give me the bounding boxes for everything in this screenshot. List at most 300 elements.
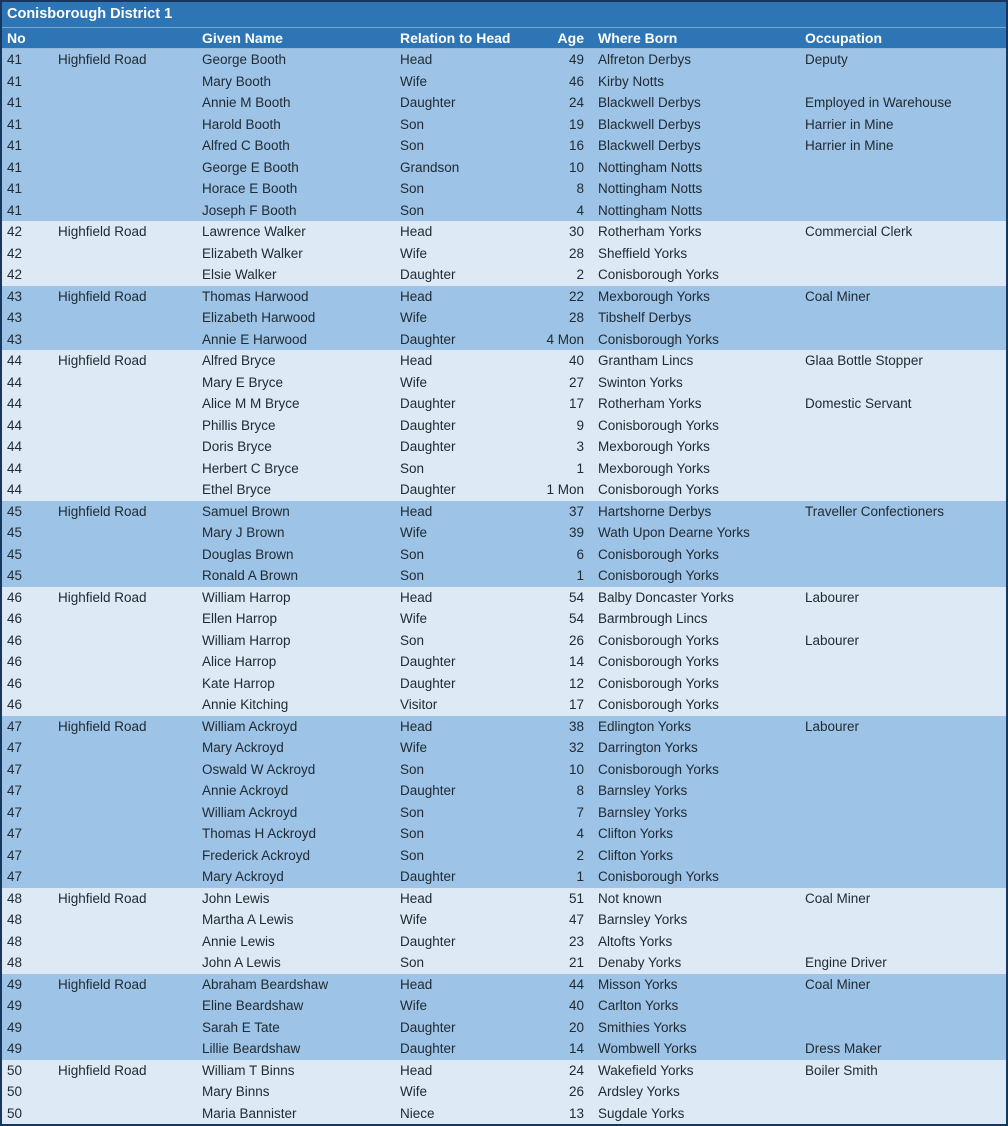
table-row <box>2 866 1006 888</box>
cell-where-born[interactable]: Denaby Yorks <box>598 955 682 971</box>
cell-where-born[interactable]: Nottingham Notts <box>598 159 703 175</box>
cell-age[interactable]: 12 <box>568 675 584 691</box>
table-row <box>2 92 1006 114</box>
cell-relation[interactable]: Son <box>400 632 425 648</box>
cell-no[interactable]: 46 <box>7 654 23 670</box>
cell-relation[interactable]: Head <box>400 52 433 68</box>
cell-address[interactable]: Highfield Road <box>58 52 147 68</box>
cell-given-name[interactable]: Lawrence Walker <box>202 224 306 240</box>
cell-where-born[interactable]: Conisborough Yorks <box>598 675 719 691</box>
cell-given-name[interactable]: Eline Beardshaw <box>202 998 304 1014</box>
cell-no[interactable]: 48 <box>7 890 23 906</box>
cell-address[interactable]: Highfield Road <box>58 353 147 369</box>
cell-where-born[interactable]: Swinton Yorks <box>598 374 683 390</box>
cell-occupation[interactable]: Harrier in Mine <box>805 116 894 132</box>
cell-occupation[interactable]: Deputy <box>805 52 848 68</box>
cell-no[interactable]: 46 <box>7 611 23 627</box>
cell-given-name[interactable]: Martha A Lewis <box>202 912 294 928</box>
cell-where-born[interactable]: Conisborough Yorks <box>598 869 719 885</box>
cell-no[interactable]: 44 <box>7 353 23 369</box>
cell-relation[interactable]: Wife <box>400 73 427 89</box>
cell-occupation[interactable]: Coal Miner <box>805 976 871 992</box>
cell-age[interactable]: 54 <box>568 611 584 627</box>
table-row <box>2 780 1006 802</box>
cell-relation[interactable]: Head <box>400 503 433 519</box>
cell-relation[interactable]: Son <box>400 116 425 132</box>
cell-age[interactable]: 7 <box>576 804 584 820</box>
cell-given-name[interactable]: John A Lewis <box>202 955 281 971</box>
cell-given-name[interactable]: Douglas Brown <box>202 546 294 562</box>
cell-where-born[interactable]: Conisborough Yorks <box>598 417 719 433</box>
cell-where-born[interactable]: Nottingham Notts <box>598 181 703 197</box>
cell-relation[interactable]: Daughter <box>400 654 456 670</box>
cell-age[interactable]: 13 <box>568 1105 584 1121</box>
cell-age[interactable]: 32 <box>568 740 584 756</box>
cell-no[interactable]: 44 <box>7 396 23 412</box>
cell-no[interactable]: 42 <box>7 267 23 283</box>
cell-where-born[interactable]: Conisborough Yorks <box>598 568 719 584</box>
cell-age[interactable]: 2 <box>576 267 584 283</box>
cell-age[interactable]: 22 <box>568 288 584 304</box>
cell-age[interactable]: 10 <box>568 761 584 777</box>
cell-age[interactable]: 54 <box>568 589 584 605</box>
cell-relation[interactable]: Wife <box>400 1084 427 1100</box>
cell-no[interactable]: 47 <box>7 740 23 756</box>
cell-no[interactable]: 47 <box>7 761 23 777</box>
cell-given-name[interactable]: Mary J Brown <box>202 525 285 541</box>
cell-given-name[interactable]: William Harrop <box>202 589 291 605</box>
col-header-relation[interactable]: Relation to Head <box>400 30 511 46</box>
cell-occupation[interactable]: Labourer <box>805 718 860 734</box>
cell-given-name[interactable]: Mary Binns <box>202 1084 270 1100</box>
cell-given-name[interactable]: Oswald W Ackroyd <box>202 761 316 777</box>
cell-occupation[interactable]: Harrier in Mine <box>805 138 894 154</box>
cell-age[interactable]: 14 <box>568 654 584 670</box>
cell-relation[interactable]: Daughter <box>400 933 456 949</box>
cell-where-born[interactable]: Nottingham Notts <box>598 202 703 218</box>
cell-where-born[interactable]: Wakefield Yorks <box>598 1062 694 1078</box>
cell-no[interactable]: 43 <box>7 288 23 304</box>
cell-no[interactable]: 44 <box>7 439 23 455</box>
cell-given-name[interactable]: George E Booth <box>202 159 299 175</box>
cell-given-name[interactable]: Elizabeth Harwood <box>202 310 316 326</box>
cell-occupation[interactable]: Traveller Confectioners <box>805 503 945 519</box>
cell-relation[interactable]: Daughter <box>400 482 456 498</box>
cell-relation[interactable]: Son <box>400 568 425 584</box>
cell-given-name[interactable]: Ronald A Brown <box>202 568 299 584</box>
cell-no[interactable]: 48 <box>7 933 23 949</box>
cell-relation[interactable]: Wife <box>400 998 427 1014</box>
cell-no[interactable]: 45 <box>7 568 23 584</box>
table-row <box>2 501 1006 523</box>
cell-occupation[interactable]: Boiler Smith <box>805 1062 878 1078</box>
cell-where-born[interactable]: Darrington Yorks <box>598 740 698 756</box>
cell-given-name[interactable]: Frederick Ackroyd <box>202 847 311 863</box>
table-row <box>2 802 1006 824</box>
cell-occupation[interactable]: Engine Driver <box>805 955 887 971</box>
cell-given-name[interactable]: Alice M M Bryce <box>202 396 300 412</box>
cell-relation[interactable]: Daughter <box>400 1041 456 1057</box>
cell-address[interactable]: Highfield Road <box>58 976 147 992</box>
cell-relation[interactable]: Daughter <box>400 331 456 347</box>
cell-given-name[interactable]: Alfred C Booth <box>202 138 290 154</box>
cell-age[interactable]: 1 Mon <box>546 482 584 498</box>
cell-age[interactable]: 26 <box>568 1084 584 1100</box>
cell-no[interactable]: 42 <box>7 245 23 261</box>
cell-relation[interactable]: Head <box>400 353 433 369</box>
cell-given-name[interactable]: George Booth <box>202 52 287 68</box>
cell-where-born[interactable]: Altofts Yorks <box>598 933 673 949</box>
cell-relation[interactable]: Son <box>400 181 425 197</box>
table-row <box>2 737 1006 759</box>
cell-where-born[interactable]: Smithies Yorks <box>598 1019 687 1035</box>
cell-where-born[interactable]: Sheffield Yorks <box>598 245 688 261</box>
cell-relation[interactable]: Son <box>400 138 425 154</box>
cell-age[interactable]: 17 <box>568 697 584 713</box>
cell-no[interactable]: 41 <box>7 95 23 111</box>
cell-given-name[interactable]: Abraham Beardshaw <box>202 976 329 992</box>
cell-where-born[interactable]: Mexborough Yorks <box>598 439 710 455</box>
cell-no[interactable]: 41 <box>7 159 23 175</box>
cell-age[interactable]: 51 <box>568 890 584 906</box>
cell-relation[interactable]: Daughter <box>400 869 456 885</box>
cell-age[interactable]: 39 <box>568 525 584 541</box>
table-row <box>2 759 1006 781</box>
cell-no[interactable]: 47 <box>7 783 23 799</box>
cell-relation[interactable]: Daughter <box>400 267 456 283</box>
cell-where-born[interactable]: Edlington Yorks <box>598 718 692 734</box>
cell-where-born[interactable]: Conisborough Yorks <box>598 267 719 283</box>
cell-no[interactable]: 48 <box>7 912 23 928</box>
cell-no[interactable]: 41 <box>7 52 23 68</box>
cell-no[interactable]: 50 <box>7 1084 23 1100</box>
cell-no[interactable]: 41 <box>7 73 23 89</box>
cell-where-born[interactable]: Conisborough Yorks <box>598 654 719 670</box>
cell-where-born[interactable]: Sugdale Yorks <box>598 1105 685 1121</box>
cell-relation[interactable]: Son <box>400 955 425 971</box>
cell-occupation[interactable]: Labourer <box>805 589 860 605</box>
cell-address[interactable]: Highfield Road <box>58 589 147 605</box>
cell-occupation[interactable]: Coal Miner <box>805 288 871 304</box>
cell-age[interactable]: 16 <box>568 138 584 154</box>
cell-where-born[interactable]: Conisborough Yorks <box>598 632 719 648</box>
cell-occupation[interactable]: Domestic Servant <box>805 396 912 412</box>
cell-given-name[interactable]: William Ackroyd <box>202 804 298 820</box>
cell-given-name[interactable]: Samuel Brown <box>202 503 290 519</box>
cell-given-name[interactable]: Lillie Beardshaw <box>202 1041 301 1057</box>
cell-age[interactable]: 19 <box>568 116 584 132</box>
cell-given-name[interactable]: Elizabeth Walker <box>202 245 303 261</box>
cell-where-born[interactable]: Blackwell Derbys <box>598 138 701 154</box>
table-row <box>2 135 1006 157</box>
cell-given-name[interactable]: Harold Booth <box>202 116 281 132</box>
cell-no[interactable]: 46 <box>7 675 23 691</box>
cell-relation[interactable]: Son <box>400 847 425 863</box>
cell-where-born[interactable]: Rotherham Yorks <box>598 224 702 240</box>
cell-age[interactable]: 26 <box>568 632 584 648</box>
cell-given-name[interactable]: Doris Bryce <box>202 439 272 455</box>
cell-given-name[interactable]: Alfred Bryce <box>202 353 276 369</box>
col-header-given-name[interactable]: Given Name <box>202 30 283 46</box>
cell-relation[interactable]: Head <box>400 718 433 734</box>
cell-given-name[interactable]: Alice Harrop <box>202 654 277 670</box>
cell-relation[interactable]: Niece <box>400 1105 435 1121</box>
cell-relation[interactable]: Daughter <box>400 675 456 691</box>
cell-no[interactable]: 49 <box>7 976 23 992</box>
cell-no[interactable]: 46 <box>7 697 23 713</box>
cell-occupation[interactable]: Labourer <box>805 632 860 648</box>
cell-occupation[interactable]: Dress Maker <box>805 1041 882 1057</box>
cell-no[interactable]: 49 <box>7 1019 23 1035</box>
cell-given-name[interactable]: Horace E Booth <box>202 181 298 197</box>
cell-no[interactable]: 45 <box>7 546 23 562</box>
cell-relation[interactable]: Wife <box>400 374 427 390</box>
cell-no[interactable]: 41 <box>7 116 23 132</box>
cell-age[interactable]: 28 <box>568 245 584 261</box>
cell-relation[interactable]: Visitor <box>400 697 438 713</box>
cell-age[interactable]: 2 <box>576 847 584 863</box>
table-row <box>2 909 1006 931</box>
cell-relation[interactable]: Wife <box>400 525 427 541</box>
cell-age[interactable]: 14 <box>568 1041 584 1057</box>
cell-relation[interactable]: Daughter <box>400 417 456 433</box>
cell-where-born[interactable]: Grantham Lincs <box>598 353 694 369</box>
cell-given-name[interactable]: William T Binns <box>202 1062 295 1078</box>
cell-given-name[interactable]: Annie Lewis <box>202 933 275 949</box>
cell-no[interactable]: 49 <box>7 1041 23 1057</box>
cell-where-born[interactable]: Rotherham Yorks <box>598 396 702 412</box>
cell-age[interactable]: 8 <box>576 783 584 799</box>
cell-no[interactable]: 47 <box>7 847 23 863</box>
cell-occupation[interactable]: Coal Miner <box>805 890 871 906</box>
cell-age[interactable]: 8 <box>576 181 584 197</box>
cell-relation[interactable]: Son <box>400 804 425 820</box>
cell-no[interactable]: 46 <box>7 589 23 605</box>
cell-age[interactable]: 1 <box>576 460 584 476</box>
cell-no[interactable]: 48 <box>7 955 23 971</box>
cell-relation[interactable]: Wife <box>400 310 427 326</box>
cell-no[interactable]: 47 <box>7 718 23 734</box>
cell-no[interactable]: 44 <box>7 482 23 498</box>
cell-age[interactable]: 24 <box>568 95 584 111</box>
cell-where-born[interactable]: Balby Doncaster Yorks <box>598 589 734 605</box>
cell-age[interactable]: 40 <box>568 998 584 1014</box>
cell-relation[interactable]: Daughter <box>400 783 456 799</box>
cell-relation[interactable]: Son <box>400 460 425 476</box>
cell-age[interactable]: 27 <box>568 374 584 390</box>
cell-where-born[interactable]: Wath Upon Dearne Yorks <box>598 525 750 541</box>
cell-age[interactable]: 49 <box>568 52 584 68</box>
col-header-occupation[interactable]: Occupation <box>805 30 883 46</box>
table-row <box>2 544 1006 566</box>
cell-age[interactable]: 10 <box>568 159 584 175</box>
cell-age[interactable]: 40 <box>568 353 584 369</box>
cell-given-name[interactable]: Thomas Harwood <box>202 288 309 304</box>
cell-no[interactable]: 45 <box>7 503 23 519</box>
cell-given-name[interactable]: Maria Bannister <box>202 1105 297 1121</box>
cell-no[interactable]: 45 <box>7 525 23 541</box>
cell-relation[interactable]: Wife <box>400 245 427 261</box>
cell-where-born[interactable]: Not known <box>598 890 662 906</box>
cell-age[interactable]: 20 <box>568 1019 584 1035</box>
cell-address[interactable]: Highfield Road <box>58 718 147 734</box>
cell-occupation[interactable]: Glaa Bottle Stopper <box>805 353 923 369</box>
cell-where-born[interactable]: Kirby Notts <box>598 73 665 89</box>
table-row <box>2 1038 1006 1060</box>
cell-relation[interactable]: Wife <box>400 912 427 928</box>
cell-where-born[interactable]: Conisborough Yorks <box>598 331 719 347</box>
cell-given-name[interactable]: Ellen Harrop <box>202 611 278 627</box>
cell-relation[interactable]: Head <box>400 890 433 906</box>
table-row <box>2 673 1006 695</box>
cell-address[interactable]: Highfield Road <box>58 224 147 240</box>
sheet-title[interactable]: Conisborough District 1 <box>2 2 1006 28</box>
cell-age[interactable]: 38 <box>568 718 584 734</box>
cell-given-name[interactable]: Thomas H Ackroyd <box>202 826 317 842</box>
cell-where-born[interactable]: Mexborough Yorks <box>598 460 710 476</box>
cell-no[interactable]: 47 <box>7 804 23 820</box>
cell-where-born[interactable]: Barnsley Yorks <box>598 912 688 928</box>
cell-where-born[interactable]: Tibshelf Derbys <box>598 310 692 326</box>
cell-no[interactable]: 50 <box>7 1062 23 1078</box>
cell-relation[interactable]: Son <box>400 546 425 562</box>
cell-age[interactable]: 30 <box>568 224 584 240</box>
cell-where-born[interactable]: Barmbrough Lincs <box>598 611 708 627</box>
cell-given-name[interactable]: Sarah E Tate <box>202 1019 280 1035</box>
cell-no[interactable]: 44 <box>7 460 23 476</box>
table-row <box>2 995 1006 1017</box>
cell-age[interactable]: 4 <box>576 202 584 218</box>
cell-relation[interactable]: Daughter <box>400 95 456 111</box>
cell-no[interactable]: 44 <box>7 374 23 390</box>
cell-no[interactable]: 43 <box>7 331 23 347</box>
cell-relation[interactable]: Son <box>400 761 425 777</box>
cell-given-name[interactable]: Mary E Bryce <box>202 374 284 390</box>
col-header-no[interactable]: No <box>7 30 26 46</box>
cell-where-born[interactable]: Clifton Yorks <box>598 826 674 842</box>
cell-given-name[interactable]: Kate Harrop <box>202 675 275 691</box>
cell-given-name[interactable]: Mary Ackroyd <box>202 740 284 756</box>
cell-no[interactable]: 42 <box>7 224 23 240</box>
table-body <box>2 49 1006 1124</box>
cell-relation[interactable]: Daughter <box>400 396 456 412</box>
cell-relation[interactable]: Head <box>400 976 433 992</box>
cell-where-born[interactable]: Blackwell Derbys <box>598 95 701 111</box>
cell-given-name[interactable]: Annie Ackroyd <box>202 783 289 799</box>
cell-where-born[interactable]: Misson Yorks <box>598 976 678 992</box>
cell-relation[interactable]: Daughter <box>400 439 456 455</box>
cell-occupation[interactable]: Employed in Warehouse <box>805 95 952 111</box>
cell-no[interactable]: 49 <box>7 998 23 1014</box>
cell-occupation[interactable]: Commercial Clerk <box>805 224 913 240</box>
table-row <box>2 630 1006 652</box>
cell-where-born[interactable]: Alfreton Derbys <box>598 52 692 68</box>
cell-no[interactable]: 50 <box>7 1105 23 1121</box>
cell-where-born[interactable]: Barnsley Yorks <box>598 783 688 799</box>
cell-given-name[interactable]: Elsie Walker <box>202 267 277 283</box>
cell-relation[interactable]: Wife <box>400 611 427 627</box>
cell-age[interactable]: 37 <box>568 503 584 519</box>
cell-where-born[interactable]: Ardsley Yorks <box>598 1084 680 1100</box>
cell-where-born[interactable]: Hartshorne Derbys <box>598 503 712 519</box>
cell-where-born[interactable]: Blackwell Derbys <box>598 116 701 132</box>
cell-age[interactable]: 9 <box>576 417 584 433</box>
cell-age[interactable]: 1 <box>576 869 584 885</box>
cell-no[interactable]: 47 <box>7 826 23 842</box>
cell-age[interactable]: 24 <box>568 1062 584 1078</box>
cell-no[interactable]: 44 <box>7 417 23 433</box>
cell-relation[interactable]: Grandson <box>400 159 460 175</box>
cell-age[interactable]: 17 <box>568 396 584 412</box>
cell-address[interactable]: Highfield Road <box>58 890 147 906</box>
cell-relation[interactable]: Wife <box>400 740 427 756</box>
cell-age[interactable]: 4 <box>576 826 584 842</box>
cell-where-born[interactable]: Mexborough Yorks <box>598 288 710 304</box>
cell-relation[interactable]: Head <box>400 288 433 304</box>
cell-address[interactable]: Highfield Road <box>58 288 147 304</box>
cell-no[interactable]: 41 <box>7 138 23 154</box>
cell-given-name[interactable]: Mary Ackroyd <box>202 869 284 885</box>
cell-age[interactable]: 1 <box>576 568 584 584</box>
cell-where-born[interactable]: Barnsley Yorks <box>598 804 688 820</box>
cell-age[interactable]: 46 <box>568 73 584 89</box>
cell-given-name[interactable]: Joseph F Booth <box>202 202 297 218</box>
cell-where-born[interactable]: Conisborough Yorks <box>598 482 719 498</box>
cell-where-born[interactable]: Conisborough Yorks <box>598 761 719 777</box>
cell-age[interactable]: 44 <box>568 976 584 992</box>
table-row <box>2 393 1006 415</box>
cell-relation[interactable]: Son <box>400 202 425 218</box>
cell-age[interactable]: 28 <box>568 310 584 326</box>
cell-age[interactable]: 3 <box>576 439 584 455</box>
cell-no[interactable]: 41 <box>7 181 23 197</box>
cell-relation[interactable]: Daughter <box>400 1019 456 1035</box>
cell-given-name[interactable]: William Ackroyd <box>202 718 298 734</box>
col-header-where-born[interactable]: Where Born <box>598 30 678 46</box>
cell-given-name[interactable]: Annie E Harwood <box>202 331 308 347</box>
cell-address[interactable]: Highfield Road <box>58 503 147 519</box>
cell-given-name[interactable]: Phillis Bryce <box>202 417 276 433</box>
cell-relation[interactable]: Head <box>400 589 433 605</box>
cell-where-born[interactable]: Wombwell Yorks <box>598 1041 697 1057</box>
cell-no[interactable]: 41 <box>7 202 23 218</box>
cell-given-name[interactable]: Herbert C Bryce <box>202 460 299 476</box>
cell-no[interactable]: 47 <box>7 869 23 885</box>
cell-relation[interactable]: Son <box>400 826 425 842</box>
cell-age[interactable]: 47 <box>568 912 584 928</box>
col-header-age[interactable]: Age <box>557 30 584 46</box>
cell-age[interactable]: 6 <box>576 546 584 562</box>
cell-no[interactable]: 43 <box>7 310 23 326</box>
cell-where-born[interactable]: Conisborough Yorks <box>598 697 719 713</box>
cell-relation[interactable]: Head <box>400 1062 433 1078</box>
cell-address[interactable]: Highfield Road <box>58 1062 147 1078</box>
cell-where-born[interactable]: Carlton Yorks <box>598 998 679 1014</box>
cell-where-born[interactable]: Clifton Yorks <box>598 847 674 863</box>
cell-given-name[interactable]: John Lewis <box>202 890 270 906</box>
cell-no[interactable]: 46 <box>7 632 23 648</box>
cell-relation[interactable]: Head <box>400 224 433 240</box>
cell-given-name[interactable]: Annie M Booth <box>202 95 291 111</box>
cell-given-name[interactable]: Annie Kitching <box>202 697 289 713</box>
cell-where-born[interactable]: Conisborough Yorks <box>598 546 719 562</box>
cell-given-name[interactable]: Ethel Bryce <box>202 482 272 498</box>
cell-age[interactable]: 4 Mon <box>546 331 584 347</box>
cell-given-name[interactable]: William Harrop <box>202 632 291 648</box>
cell-given-name[interactable]: Mary Booth <box>202 73 272 89</box>
cell-age[interactable]: 23 <box>568 933 584 949</box>
cell-age[interactable]: 21 <box>568 955 584 971</box>
